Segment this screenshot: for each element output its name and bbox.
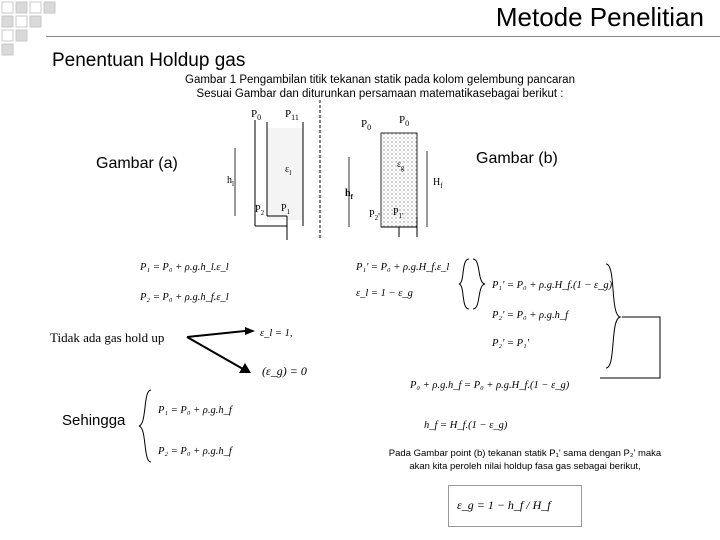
fig-b-epsilon: $\varepsilon_g$ (397, 159, 405, 172)
fig-a-p11: $P_{11}$ (285, 108, 299, 122)
figure-a-label: Gambar (a) (96, 155, 178, 172)
fig-b-p1: $P_{1'}$ (393, 207, 404, 220)
page-title: Metode Penelitian (495, 2, 704, 32)
fig-a-p0: $P_0$ (251, 108, 262, 122)
figure-caption (150, 73, 610, 101)
fig-b-total-height: $H_f$ (433, 177, 443, 190)
equation-s2: P₂ = P₀ + ρ.g.h_f (158, 446, 232, 457)
figure-divider (318, 100, 322, 240)
equation-r3: P₂' = P₁' (492, 338, 529, 349)
sehingga-label: Sehingga (62, 412, 126, 429)
brace-b (455, 255, 495, 313)
equation-b2: ε_l = 1 − ε_g (356, 288, 413, 299)
equation-r1: P₁' = P₀ + ρ.g.H_f.(1 − ε_g) (492, 280, 613, 291)
fig-a-p1: $P_1$ (281, 203, 291, 216)
fig-a-p2: $P_2$ (255, 204, 265, 217)
figure-a-diagram (215, 100, 315, 240)
sehingga-brace (135, 388, 155, 464)
caption-line-2: Sesuai Gambar dan diturunkan persamaan matematikasebagai berikut : (196, 88, 564, 100)
fig-b-p0-right: $P_0$ (399, 114, 410, 128)
paragraph-line-2: akan kita peroleh nilai holdup fasa gas sebagai berikut, (409, 461, 641, 472)
equation-mid2: h_f = H_f.(1 − ε_g) (424, 420, 508, 431)
equation-a1: P₁ = P₀ + ρ.g.h_l.ε_l (140, 262, 229, 273)
connector-right (600, 262, 670, 382)
fig-b-p0-left: $P_0$ (361, 118, 372, 132)
equation-b1: P₁' = P₀ + ρ.g.H_f.ε_l (356, 262, 450, 273)
equation-a2: P₂ = P₀ + ρ.g.h_f.ε_l (140, 292, 229, 303)
caption-line-1: Gambar 1 Pengambilan titik tekanan statik pada kolom gelembung pancaran (185, 74, 575, 86)
section-subtitle: Penentuan Holdup gas (52, 50, 246, 71)
paragraph-line-1: Pada Gambar point (b) tekanan statik P₁' sama dengan P₂' maka (388, 448, 662, 459)
explanation-paragraph (360, 447, 690, 473)
final-equation-box (448, 485, 582, 527)
equation-r2: P₂' = P₀ + ρ.g.h_f (492, 310, 569, 321)
note-arrows (185, 325, 265, 375)
equation-eps-one: ε_l = 1, (260, 328, 293, 339)
corner-decoration (0, 0, 60, 60)
figure-b-label: Gambar (b) (476, 150, 558, 167)
fig-a-epsilon: $\varepsilon_l$ (285, 164, 292, 177)
fig-a-height: $h_l$ (227, 175, 234, 188)
equation-mid1: P₀ + ρ.g.h_f = P₀ + ρ.g.H_f.(1 − ε_g) (410, 380, 570, 391)
fig-b-p2: $P_2'$ (369, 209, 380, 223)
figure-b-diagram (335, 105, 455, 240)
equation-s1: P₁ = P₀ + ρ.g.h_f (158, 405, 232, 416)
fig-b-height: $h_f$ (345, 188, 353, 201)
equation-eps-zero: (ε_g) = 0 (262, 364, 307, 378)
note-no-holdup: Tidak ada gas hold up (50, 330, 165, 345)
title-divider (46, 36, 720, 37)
final-equation: ε_g = 1 − h_f / H_f (457, 498, 551, 512)
